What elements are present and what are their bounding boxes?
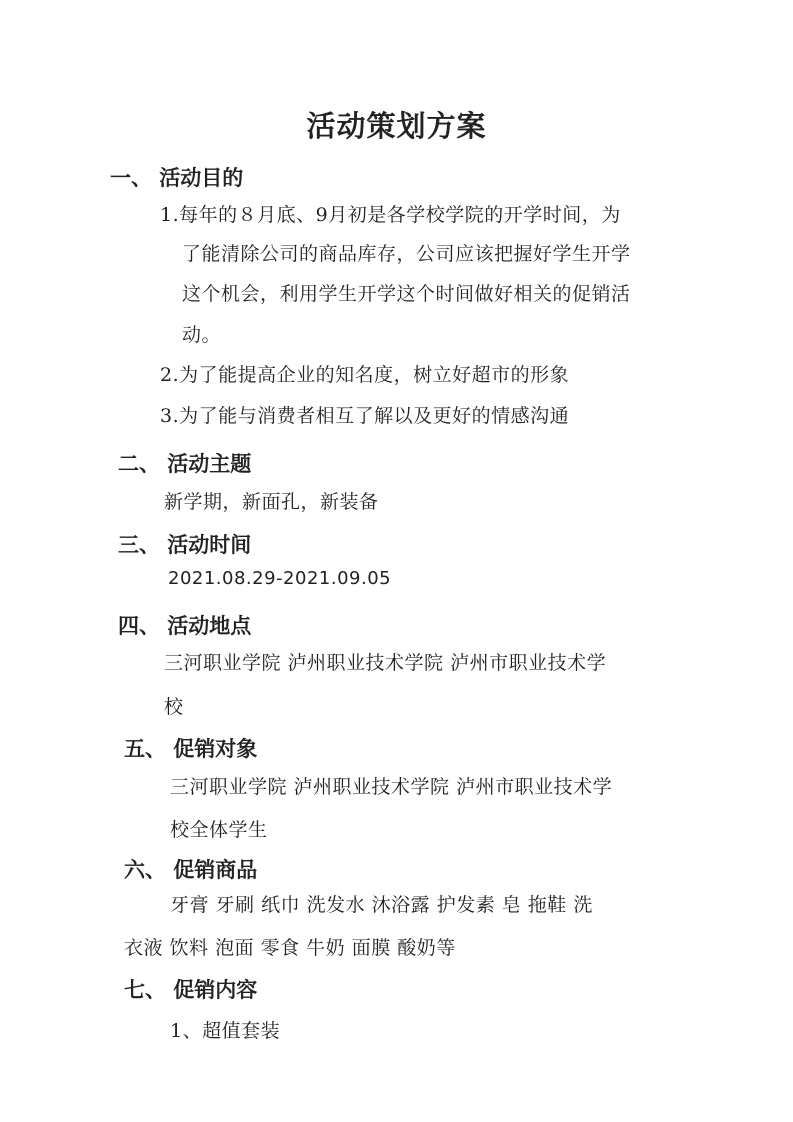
section-heading-location: 四、 活动地点 (118, 614, 252, 638)
purpose-line-5: 2.为了能提高企业的知名度，树立好超市的形象 (160, 364, 570, 386)
purpose-line-4: 动。 (182, 324, 222, 346)
section-heading-target: 五、 促销对象 (124, 737, 258, 761)
document-title: 活动策划方案 (306, 109, 487, 143)
purpose-line-2: 了能清除公司的商品库存，公司应该把握好学生开学 (182, 243, 631, 265)
products-line-1: 牙膏 牙刷 纸巾 洗发水 沐浴露 护发素 皂 拖鞋 洗 (170, 894, 593, 916)
theme-line-1: 新学期，新面孔，新装备 (164, 491, 379, 513)
section-heading-purpose: 一、 活动目的 (110, 166, 244, 190)
section-heading-content: 七、 促销内容 (124, 978, 258, 1002)
target-line-2: 校全体学生 (170, 819, 268, 841)
location-line-2: 校 (164, 696, 184, 718)
purpose-line-6: 3.为了能与消费者相互了解以及更好的情感沟通 (160, 405, 570, 427)
target-line-1: 三河职业学院 泸州职业技术学院 泸州市职业技术学 (170, 776, 613, 798)
time-line-1: 2021.08.29-2021.09.05 (168, 568, 392, 589)
section-heading-time: 三、 活动时间 (118, 533, 252, 557)
section-heading-theme: 二、 活动主题 (118, 452, 252, 476)
purpose-line-1: 1.每年的８月底、9月初是各学校学院的开学时间，为 (160, 204, 621, 226)
content-line-1: 1、超值套装 (170, 1020, 281, 1042)
purpose-line-3: 这个机会，利用学生开学这个时间做好相关的促销活 (182, 283, 631, 305)
products-line-2: 衣液 饮料 泡面 零食 牛奶 面膜 酸奶等 (124, 937, 456, 959)
section-heading-products: 六、 促销商品 (124, 858, 258, 882)
location-line-1: 三河职业学院 泸州职业技术学院 泸州市职业技术学 (164, 652, 607, 674)
